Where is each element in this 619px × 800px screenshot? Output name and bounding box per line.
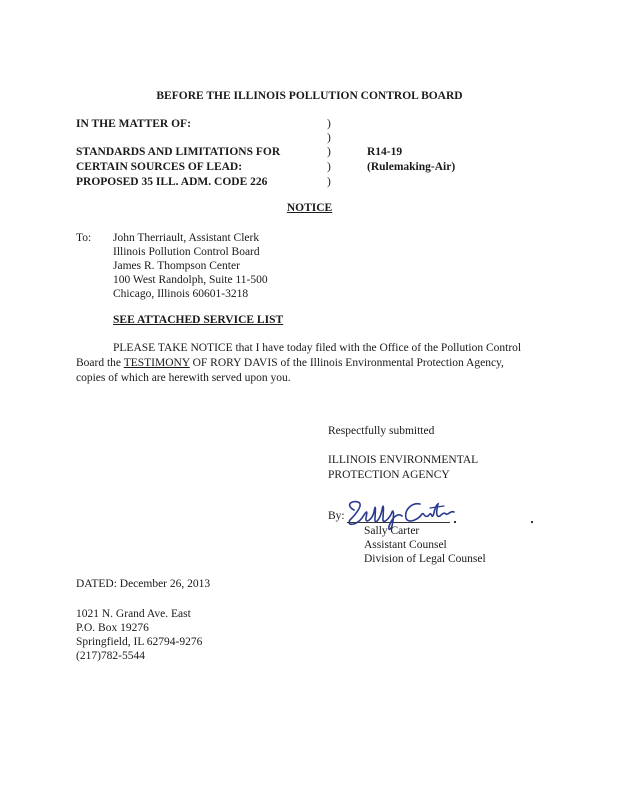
caption-paren: ) — [327, 161, 331, 173]
agency-line: ILLINOIS ENVIRONMENTAL — [328, 454, 479, 466]
service-list-heading: SEE ATTACHED SERVICE LIST — [113, 314, 284, 326]
caption-line: CERTAIN SOURCES OF LEAD: — [76, 161, 243, 173]
rulemaking-type: (Rulemaking-Air) — [367, 161, 456, 173]
recipient-line: Chicago, Illinois 60601-3218 — [113, 288, 249, 300]
caption-line: STANDARDS AND LIMITATIONS FOR — [76, 146, 281, 158]
recipient-line: 100 West Randolph, Suite 11-500 — [113, 274, 268, 286]
caption-paren: ) — [327, 118, 331, 130]
caption-paren: ) — [327, 176, 331, 188]
body-line-2-pre: Board the — [76, 357, 124, 369]
recipient-line: James R. Thompson Center — [113, 260, 240, 272]
body-line-1: PLEASE TAKE NOTICE that I have today filed with the Office of the Pollution Control — [113, 342, 522, 354]
address-line: Springfield, IL 62794-9276 — [76, 636, 203, 648]
address-line: 1021 N. Grand Ave. East — [76, 608, 191, 620]
signer-title: Assistant Counsel — [364, 539, 447, 551]
caption-paren: ) — [327, 146, 331, 158]
body-line-2 — [76, 356, 504, 371]
signer-name: Sally Carter — [364, 525, 420, 537]
phone-line: (217)782-5544 — [76, 650, 145, 662]
closing: Respectfully submitted — [328, 425, 435, 437]
by-label: By: — [328, 510, 345, 522]
caption-paren: ) — [327, 132, 331, 144]
notice-title: NOTICE — [286, 202, 333, 214]
to-label: To: — [76, 232, 92, 244]
address-line: P.O. Box 19276 — [76, 622, 149, 634]
caption-line: PROPOSED 35 ILL. ADM. CODE 226 — [76, 176, 268, 188]
body-line-2-post: OF RORY DAVIS of the Illinois Environmental Protection Agency, — [189, 357, 504, 369]
agency-line: PROTECTION AGENCY — [328, 469, 450, 481]
recipient-line: Illinois Pollution Control Board — [113, 246, 260, 258]
dated-line: DATED: December 26, 2013 — [76, 578, 211, 590]
docket-number: R14-19 — [367, 146, 403, 158]
underline-dot — [531, 521, 533, 523]
signer-division: Division of Legal Counsel — [364, 553, 486, 565]
body-line-3: copies of which are herewith served upon you. — [76, 372, 291, 384]
testimony-title: TESTIMONY — [123, 357, 190, 369]
caption-line: IN THE MATTER OF: — [76, 118, 191, 130]
board-heading: BEFORE THE ILLINOIS POLLUTION CONTROL BOARD — [156, 90, 463, 102]
recipient-line: John Therriault, Assistant Clerk — [113, 232, 260, 244]
